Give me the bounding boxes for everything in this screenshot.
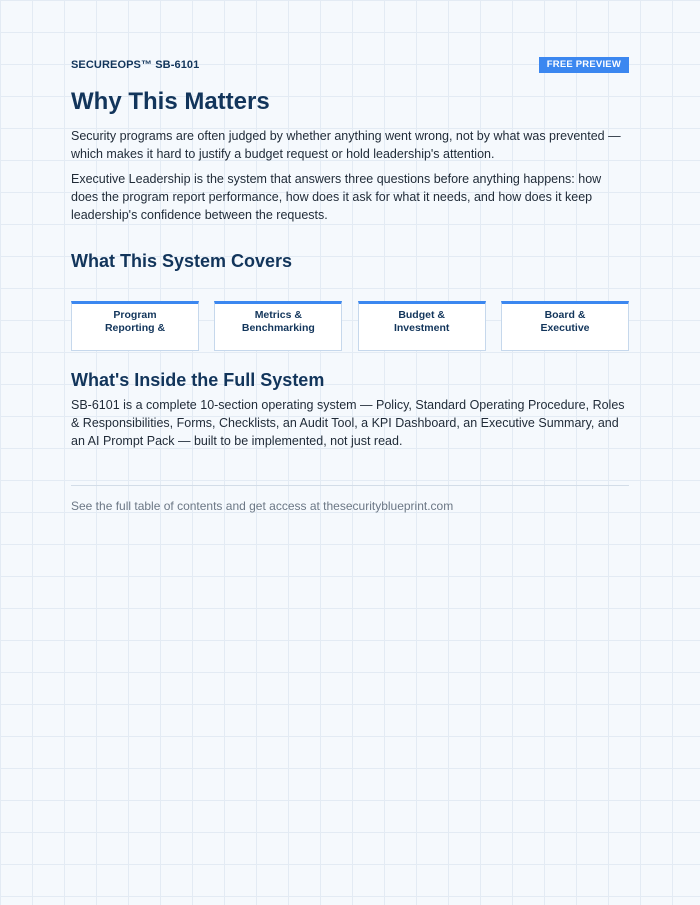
card-budget-investment (358, 301, 486, 351)
footer-note: See the full table of contents and get access at thesecurityblueprint.com (71, 499, 454, 513)
card-label: Board & Executive (540, 309, 590, 334)
inside-heading: What's Inside the Full System (71, 370, 325, 390)
brand-label: SECUREOPS™ SB-6101 (71, 58, 200, 71)
covers-heading: What This System Covers (71, 251, 293, 271)
document-page (71, 56, 629, 514)
page-title: Why This Matters (71, 88, 270, 115)
card-metrics-benchmarking (214, 301, 342, 351)
inside-paragraph: SB-6101 is a complete 10-section operating system — Policy, Standard Operating Procedure, Roles & Responsibilities, Forms, Checklists, an Audit Tool, a KPI Dashboard, an Executive Summary, and an AI Prompt Pack — built to be implemented, not just read. (71, 398, 625, 448)
top-bar (71, 56, 629, 73)
card-program-reporting (71, 301, 199, 351)
card-label: Budget & Investment (393, 309, 450, 334)
free-preview-badge: FREE PREVIEW (539, 57, 629, 73)
intro-paragraph-1: Security programs are often judged by whether anything went wrong, not by what was prevented — which makes it hard to justify a budget request or hold leadership's attention. (71, 129, 621, 161)
intro-paragraph-2: Executive Leadership is the system that answers three questions before anything happens: how does the program report performance, how does it ask for what it needs, and how does it keep leadership's confidence between the requests. (71, 172, 602, 222)
card-label: Metrics & Benchmarking (241, 309, 315, 334)
divider (71, 485, 629, 486)
card-board-executive (501, 301, 629, 351)
covers-cards (71, 301, 629, 351)
card-label: Program Reporting & (104, 309, 166, 334)
